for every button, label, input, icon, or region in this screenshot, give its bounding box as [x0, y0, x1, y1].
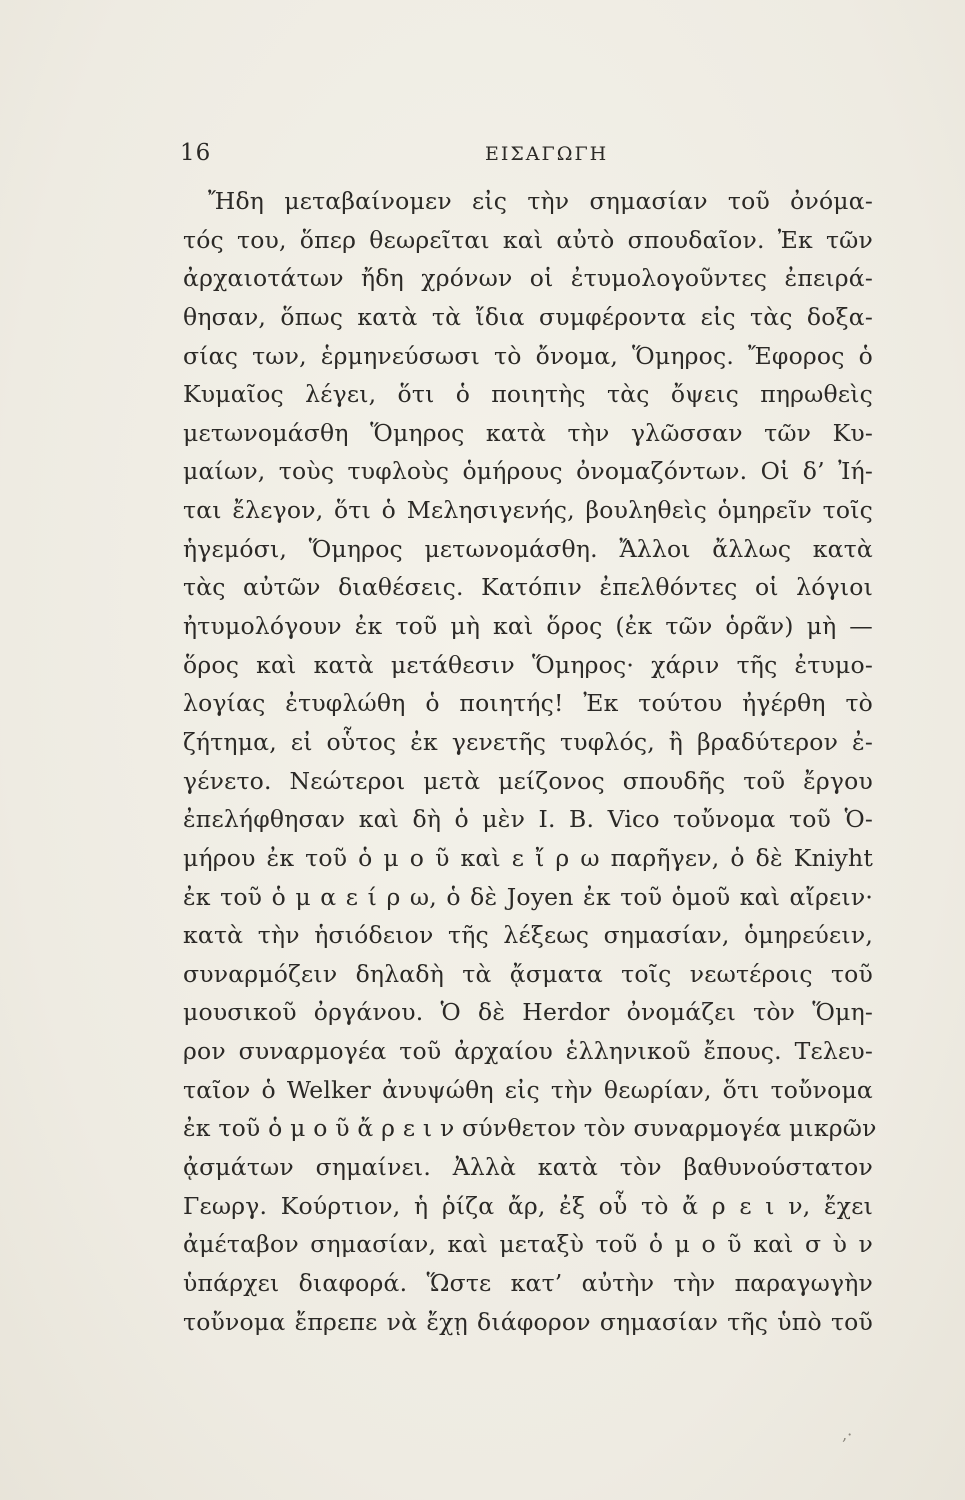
text-line: μετωνομάσθη Ὅμηρος κατὰ τὴν γλῶσσαν τῶν Κυ- — [183, 418, 873, 447]
text-line: ᾀσμάτων σημαίνει. Ἀλλὰ κατὰ τὸν βαθυνούστατον — [183, 1153, 873, 1182]
text-line: ζήτημα, εἰ οὗτος ἐκ γενετῆς τυφλός, ἢ βραδύτερον ἐ- — [183, 727, 873, 756]
page-number: 16 — [180, 140, 212, 166]
text-line: Ἤδη μεταβαίνομεν εἰς τὴν σημασίαν τοῦ ὀνόμα- — [208, 187, 873, 215]
text-line: ὅρος καὶ κατὰ μετάθεσιν Ὅμηρος· χάριν τῆς ἐτυμο- — [183, 650, 873, 679]
text-line: μήρου ἐκ τοῦ ὁ μ ο ῦ καὶ ε ἴ ρ ω παρῆγεν, ὁ δὲ Kniyht — [183, 843, 873, 872]
text-line: ἀρχαιοτάτων ἤδη χρόνων οἱ ἐτυμολογοῦντες ἐπειρά- — [183, 264, 873, 293]
text-line: ται ἔλεγον, ὅτι ὁ Μελησιγενής, βουληθεὶς ὁμηρεῖν τοῖς — [183, 496, 873, 525]
text-line: μαίων, τοὺς τυφλοὺς ὁμήρους ὀνομαζόντων. Οἱ δ’ Ἰή- — [183, 457, 873, 486]
text-line: ὑπάρχει διαφορά. Ὥστε κατ’ αὐτὴν τὴν παραγωγὴν — [183, 1268, 873, 1297]
text-line: τός του, ὅπερ θεωρεῖται καὶ αὐτὸ σπουδαῖον. Ἐκ τῶν — [183, 225, 873, 254]
text-line: τὰς αὐτῶν διαθέσεις. Κατόπιν ἐπελθόντες οἱ λόγιοι — [183, 573, 873, 602]
text-line: λογίας ἐτυφλώθη ὁ ποιητής! Ἐκ τούτου ἠγέρθη τὸ — [183, 689, 873, 718]
page-header — [180, 140, 870, 180]
text-line: τοὔνομα ἔπρεπε νὰ ἔχῃ διάφορον σημασίαν τῆς ὑπὸ τοῦ — [183, 1307, 873, 1336]
running-head: ΕΙΣΑΓΩΓΗ — [485, 143, 609, 165]
text-line: Γεωργ. Κούρτιον, ἡ ῥίζα ἄρ, ἐξ οὗ τὸ ἄ ρ ε ι ν, ἔχει — [183, 1191, 873, 1220]
paper-speck: ‚· — [842, 1425, 853, 1444]
text-line: ἀμέταβον σημασίαν, καὶ μεταξὺ τοῦ ὁ μ ο ῦ καὶ σ ὺ ν — [183, 1230, 873, 1259]
text-line: κατὰ τὴν ἡσιόδειον τῆς λέξεως σημασίαν, ὁμηρεύειν, — [183, 921, 873, 950]
text-line: ἐκ τοῦ ὁ μ ο ῦ ἄ ρ ε ι ν σύνθετον τὸν συναρμογέα μικρῶν — [183, 1114, 877, 1143]
text-line: θησαν, ὅπως κατὰ τὰ ἴδια συμφέροντα εἰς τὰς δοξα- — [183, 302, 873, 331]
text-line: συναρμόζειν δηλαδὴ τὰ ᾄσματα τοῖς νεωτέροις τοῦ — [183, 959, 873, 988]
text-line: ταῖον ὁ Welker ἀνυψώθη εἰς τὴν θεωρίαν, ὅτι τοὔνομα — [183, 1075, 873, 1104]
text-line: μουσικοῦ ὀργάνου. Ὁ δὲ Herdor ὀνομάζει τὸν Ὅμη- — [183, 998, 873, 1027]
text-line: ἐπελήφθησαν καὶ δὴ ὁ μὲν I. B. Vico τοὔνομα τοῦ Ὁ- — [183, 805, 873, 834]
text-line: γένετο. Νεώτεροι μετὰ μείζονος σπουδῆς τοῦ ἔργου — [183, 766, 873, 795]
text-line: σίας των, ἑρμηνεύσωσι τὸ ὄνομα, Ὅμηρος. Ἔφορος ὁ — [183, 341, 873, 370]
text-line: ἠτυμολόγουν ἐκ τοῦ μὴ καὶ ὅρος (ἐκ τῶν ὁρᾶν) μὴ — — [183, 612, 873, 641]
text-line: ἐκ τοῦ ὁ μ α ε ί ρ ω, ὁ δὲ Joyen ἐκ τοῦ ὁμοῦ καὶ αἴρειν· — [183, 882, 873, 911]
text-line: ρον συναρμογέα τοῦ ἀρχαίου ἑλληνικοῦ ἔπους. Τελευ- — [183, 1037, 873, 1066]
text-line: ἡγεμόσι, Ὅμηρος μετωνομάσθη. Ἄλλοι ἄλλως κατὰ — [183, 534, 873, 563]
body-text — [183, 182, 877, 1341]
text-line: Κυμαῖος λέγει, ὅτι ὁ ποιητὴς τὰς ὄψεις πηρωθεὶς — [183, 380, 873, 409]
